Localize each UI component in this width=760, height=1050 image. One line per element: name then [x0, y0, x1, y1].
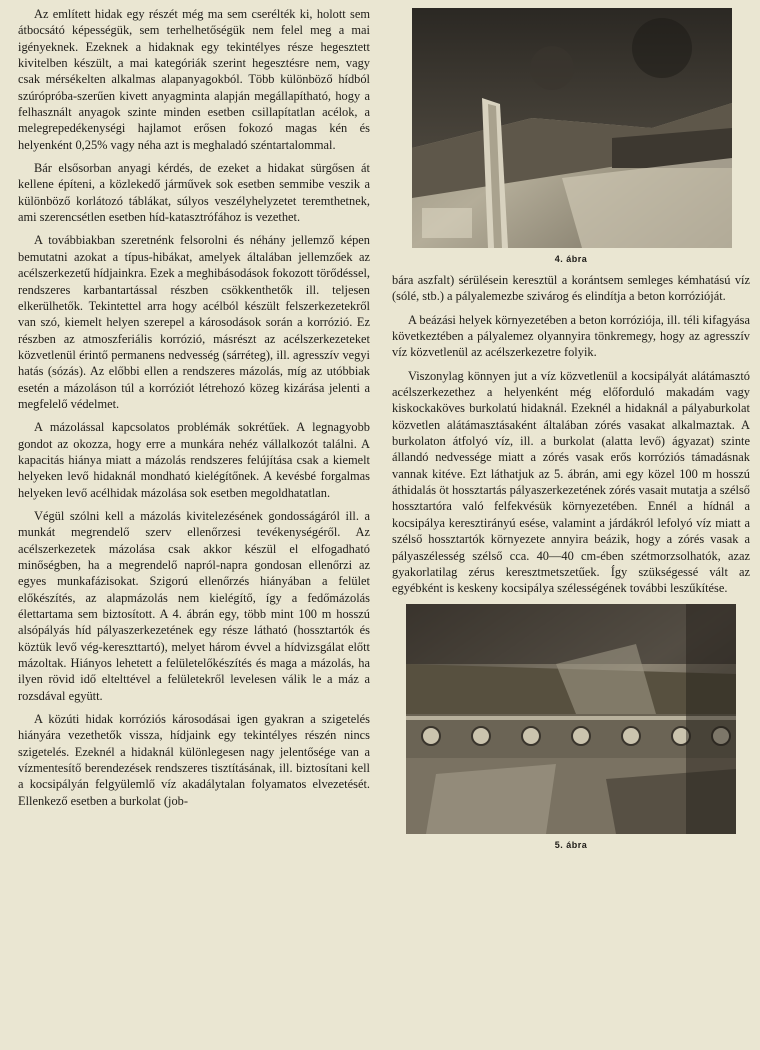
paragraph: Bár elsősorban anyagi kérdés, de ezeket a hidakat sürgősen át kellene építeni, a közlekedő járművek sok esetben semmibe veszik a különböző korlátozó táblákat, súlyos veszélyhelyzetet teremthetnek, ami szerencsétlen esetben híd-katasztrófához is vezethet.: [18, 161, 370, 225]
paragraph: A mázolással kapcsolatos problémák sokrétűek. A legnagyobb gondot az okozza, hogy erre a munkára nehéz vállalkozót találni. A kapacitás hiánya miatt a mázolás rendszeres felújítása csak a kiemelt helyeken levő hidaknál mondható kielégítőnek. A kevésbé forgalmas helyeken levő acélhidak mázolása sok esetben megoldhatatlan.: [18, 420, 370, 500]
paragraph: A beázási helyek környezetében a beton korróziója, ill. téli kifagyása következtében a pályalemez olyannyira tönkremegy, hogy az agresszív víz közvetlenül az acélszerkezetre folyik.: [392, 312, 750, 360]
figure-4-photo: [412, 8, 732, 248]
paragraph: Az említett hidak egy részét még ma sem cserélték ki, holott sem átbocsátó képességük, sem terhelhetőségük nem felel meg a mai igényeknek. Ezeknek a hidaknak egy tekintélyes része hegesztett kivitelben készült, a mai kategóriák szerint hegesztésre nem, vagy csak mérsékelten alkalmas alapanyagokból. Több különböző hídból szúrópróba-szerűen kivett anyagminta alapján megállapítható, hogy a felhasznált anyagok szinte minden esetben csillapítatlan acélok, a melegrepedékenységi hajlamot erősen fokozó magas kén és helyenként 0,25% vagy néha azt is meghaladó széntartalommal.: [18, 7, 370, 152]
figure-4-caption: 4. ábra: [554, 254, 588, 264]
right-text-column: [392, 0, 750, 850]
paragraph: A közúti hidak korróziós károsodásai igen gyakran a szigetelés hiányára vezethetők vissza, hídjaink egy tekintélyes részén nincs szigetelés. Ezeknél a hidaknál különlegesen nagy jelentősége van a vízmentesítő berendezések rendszeres tisztításának, ill. biztosítani kell a kocsipályán felgyülemlő víz akadálytalan folyamatos elvezetését. Ellenkező esetben a burkolat (job-: [18, 712, 370, 808]
left-text-column: [18, 6, 370, 816]
paragraph: bára aszfalt) sérülésein keresztül a korántsem semleges kémhatású víz (sólé, stb.) a pályalemezbe szivárog és elindítja a beton korrózióját.: [392, 273, 750, 304]
paragraph: Végül szólni kell a mázolás kivitelezésének gondosságáról ill. a munkát megrendelő szerv ellenőrzesi tevékenységéről. Az acélszerkezetek mázolása csak akkor készül el elfogadható minőségben, ha a megrendelő napról-napra gondosan ellenőrzi az egyes munkafázisokat. Szigorú ellenőrzés hiányában a felület előkészítés, az alapmázolás nem kielégítő, így a fedőmázolás élettartama sem biztosított. A 4. ábrán egy, több mint 100 m hosszú alsópályás híd pályaszerkezetének egy része látható (hossztartók és köztük levő vég-kereszttartó), melyet három évvel a hídvizsgálat előtt mázoltak. Hiányos lehetett a felületelőkészítés és maga a mázolás, ha ilyen rövid idő eltelttével a felületekről levelesen válik le a máz a rozsdával együtt.: [18, 508, 370, 703]
paragraph: A továbbiakban szeretnénk felsorolni és néhány jellemző képen bemutatni azokat a típus-hibákat, amelyek általában jellemzőek az acélszerkezetű hídjainkra. Ezek a meghibásodások fokozott törődéssel, rendszeres karbantartással részben csökkenthetők ill. teljesen elkerülhetők. Tekintettel arra hogy acélból készült felszerkezetekről van szó, kiemelt helyen szerepel a károsodások során a korrózió. Ez részben az atmoszferiális korrózió, másrészt az acélszerkezeteket közvetlenül érintő permanens nedvesség (sárréteg), ill. agresszív vegyi hatás (sózás). Az előbbi ellen a rendszeres mázolás, míg az utóbbiak esetén a mázoláson túl a korróziót létrehozó közeg kizárása jelenti a megfelelő védelmet.: [18, 233, 370, 411]
figure-5-caption: 5. ábra: [554, 839, 588, 850]
paragraph: Viszonylag könnyen jut a víz közvetlenül a kocsipályát alátámasztó acélszerkezethez a helyenként még előforduló makadám vagy kiskockaköves burkolatú hidaknál. Ezeknél a hidaknál a pályaburkolat közvetlen alátámasztásaként általában zórés vasakat alkalmaztak. A burkolaton átfolyó víz, ill. a burkolat (alatta levő) ágyazat) szinte állandó nedvessége miatt a zórés vasak erős korróziós támadásnak vannak kitéve. Ezt láthatjuk az 5. ábrán, ami egy közel 100 m hosszú áthidalás öt hossztartás pályaszerkezetének zórés vasait mutatja a szélső hossztartóra való felfekvésük környezetében. Ennél a hídnál a kocsipálya keresztirányú esése, valamint a járdákról lefolyó víz miatt a szélső hossztartók környezete annyira beázik, hogy a zórés vasak a pályaszélesség szélső cca. 40—40 cm-ében szétmorzsolhatók, azaz gyakorlatilag zérus keresztmetszetűek. Így szükségessé vált az egyébként is keskeny kocsipálya szélességének további leszűkítése.: [392, 368, 750, 596]
figure-5-photo: [406, 604, 736, 834]
